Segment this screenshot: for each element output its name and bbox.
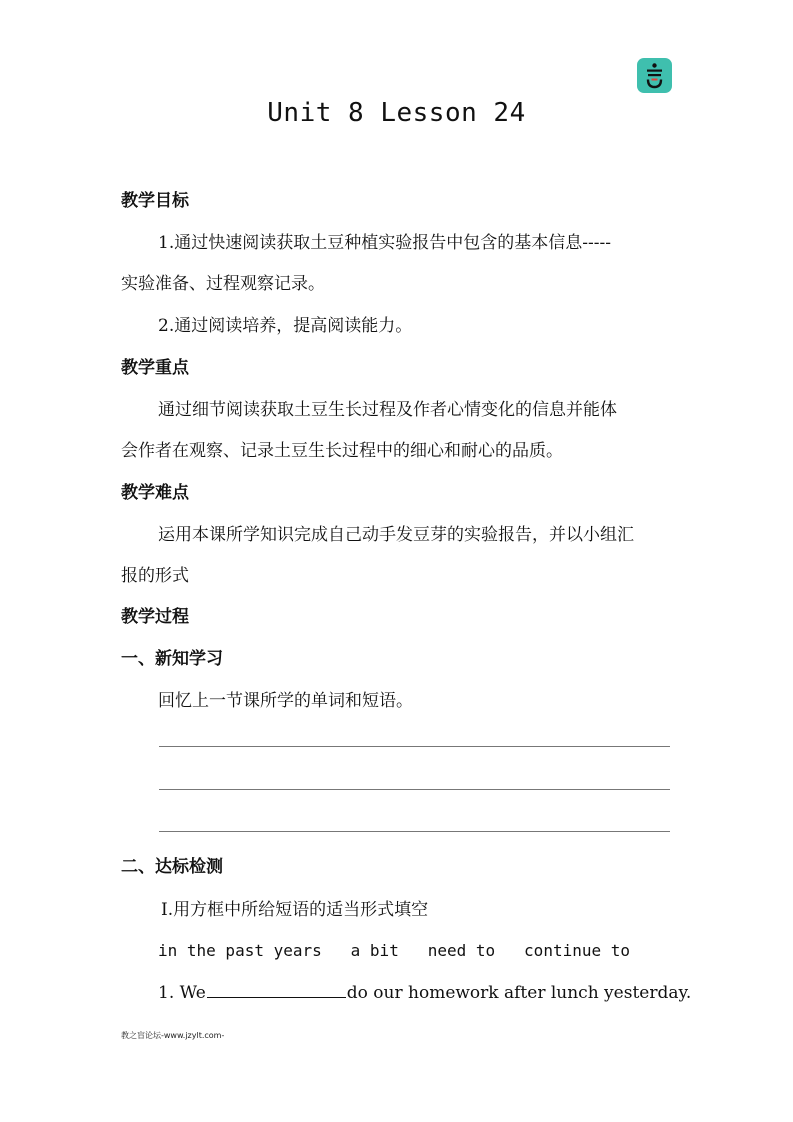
difficulties-line-1: 运用本课所学知识完成自己动手发豆芽的实验报告，并以小组汇 <box>158 525 634 545</box>
part-1-text: 回忆上一节课所学的单词和短语。 <box>158 691 413 711</box>
question-1-blank[interactable] <box>207 981 346 998</box>
objective-2: 2.通过阅读培养，提高阅读能力。 <box>158 316 413 336</box>
question-1-prefix: 1. We <box>158 983 206 1003</box>
speech-logo-icon <box>637 58 672 93</box>
keypoints-heading: 教学重点 <box>121 358 189 378</box>
answer-line <box>159 831 670 832</box>
question-1-suffix: do our homework after lunch yesterday. <box>346 983 692 1003</box>
objective-1-line-2: 实验准备、过程观察记录。 <box>121 274 325 294</box>
process-heading: 教学过程 <box>121 607 189 627</box>
page-title: Unit 8 Lesson 24 <box>267 98 526 128</box>
objective-1-line-1: 1.通过快速阅读获取土豆种植实验报告中包含的基本信息----- <box>158 233 611 253</box>
difficulties-heading: 教学难点 <box>121 483 189 503</box>
answer-line <box>159 746 670 747</box>
question-1 <box>158 981 691 1005</box>
answer-line <box>159 789 670 790</box>
part-2-heading: 二、达标检测 <box>121 857 223 877</box>
keypoints-line-1: 通过细节阅读获取土豆生长过程及作者心情变化的信息并能体 <box>158 400 617 420</box>
objectives-heading: 教学目标 <box>121 191 189 211</box>
part-1-heading: 一、新知学习 <box>121 649 223 669</box>
exercise-title: Ⅰ.用方框中所给短语的适当形式填空 <box>161 900 429 920</box>
phrase-box: in the past years a bit need to continue to <box>158 941 631 960</box>
keypoints-line-2: 会作者在观察、记录土豆生长过程中的细心和耐心的品质。 <box>121 441 563 461</box>
difficulties-line-2: 报的形式 <box>121 566 189 586</box>
footer-source: 教之盲论坛-www.jzylt.com- <box>121 1031 225 1040</box>
